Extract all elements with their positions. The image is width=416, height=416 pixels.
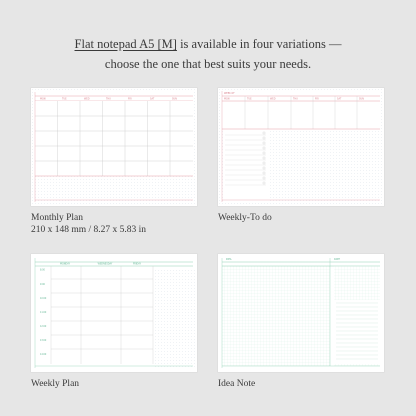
weekly-todo-preview: [218, 88, 384, 206]
headline-line-1: [0, 34, 416, 54]
monthly-day-label: FRI: [128, 97, 132, 101]
weekly-time-label: 10:00: [40, 297, 47, 300]
monthly-day-label: SUN: [172, 97, 177, 101]
idea-label: IDEA: [226, 258, 232, 261]
monthly-day-label: THU: [106, 97, 111, 101]
monthly-day-label: SAT: [150, 97, 155, 101]
monthly-plan-card: [31, 88, 197, 206]
weekly-todo-caption: Weekly-To do: [218, 213, 272, 223]
monthly-plan-size: 210 x 148 mm / 8.27 x 5.83 in: [31, 225, 147, 235]
monthly-day-label: TUE: [62, 97, 67, 101]
todo-day-label: SUN: [359, 97, 364, 101]
weekly-time-label: 8:00: [40, 268, 45, 272]
idea-note-card: [218, 254, 384, 372]
weekly-plan-preview: [31, 254, 197, 372]
weekly-todo-card: [218, 88, 384, 206]
product-name: Flat notepad A5 [M]: [74, 37, 177, 51]
todo-day-label: MON: [224, 97, 230, 101]
todo-day-label: SAT: [337, 97, 342, 101]
todo-day-label: WED: [270, 97, 276, 101]
monthly-plan-title: Monthly Plan: [31, 213, 83, 223]
monthly-day-label: WED: [84, 97, 90, 101]
weekly-time-label: 14:00: [40, 353, 47, 356]
monthly-caption: [31, 212, 146, 236]
idea-note-preview: [218, 254, 384, 372]
monthly-plan-preview: [31, 88, 197, 206]
date-label: DATE: [334, 258, 340, 261]
todo-day-label: TUE: [247, 97, 252, 101]
weekly-time-label: 11:00: [40, 311, 47, 314]
week-of-label: WEEK OF: [224, 92, 235, 95]
todo-day-label: FRI: [315, 97, 319, 101]
weekly-col-label: WEDNESDAY: [97, 262, 113, 266]
monthly-day-label: MON: [40, 97, 46, 101]
headline-rest: is available in four variations —: [176, 37, 342, 51]
weekly-time-label: 12:00: [40, 325, 47, 328]
headline-line-2: choose the one that best suits your needs.: [104, 57, 312, 71]
idea-note-caption: Idea Note: [218, 379, 256, 389]
headline: [0, 34, 416, 74]
weekly-time-label: 13:00: [40, 339, 47, 342]
weekly-time-label: 9:00: [40, 283, 45, 286]
weekly-plan-card: [31, 254, 197, 372]
weekly-col-label: FRIDAY: [132, 262, 142, 266]
todo-day-label: THU: [293, 97, 298, 101]
weekly-plan-caption: Weekly Plan: [31, 379, 80, 389]
weekly-col-label: MONDAY: [59, 262, 71, 266]
